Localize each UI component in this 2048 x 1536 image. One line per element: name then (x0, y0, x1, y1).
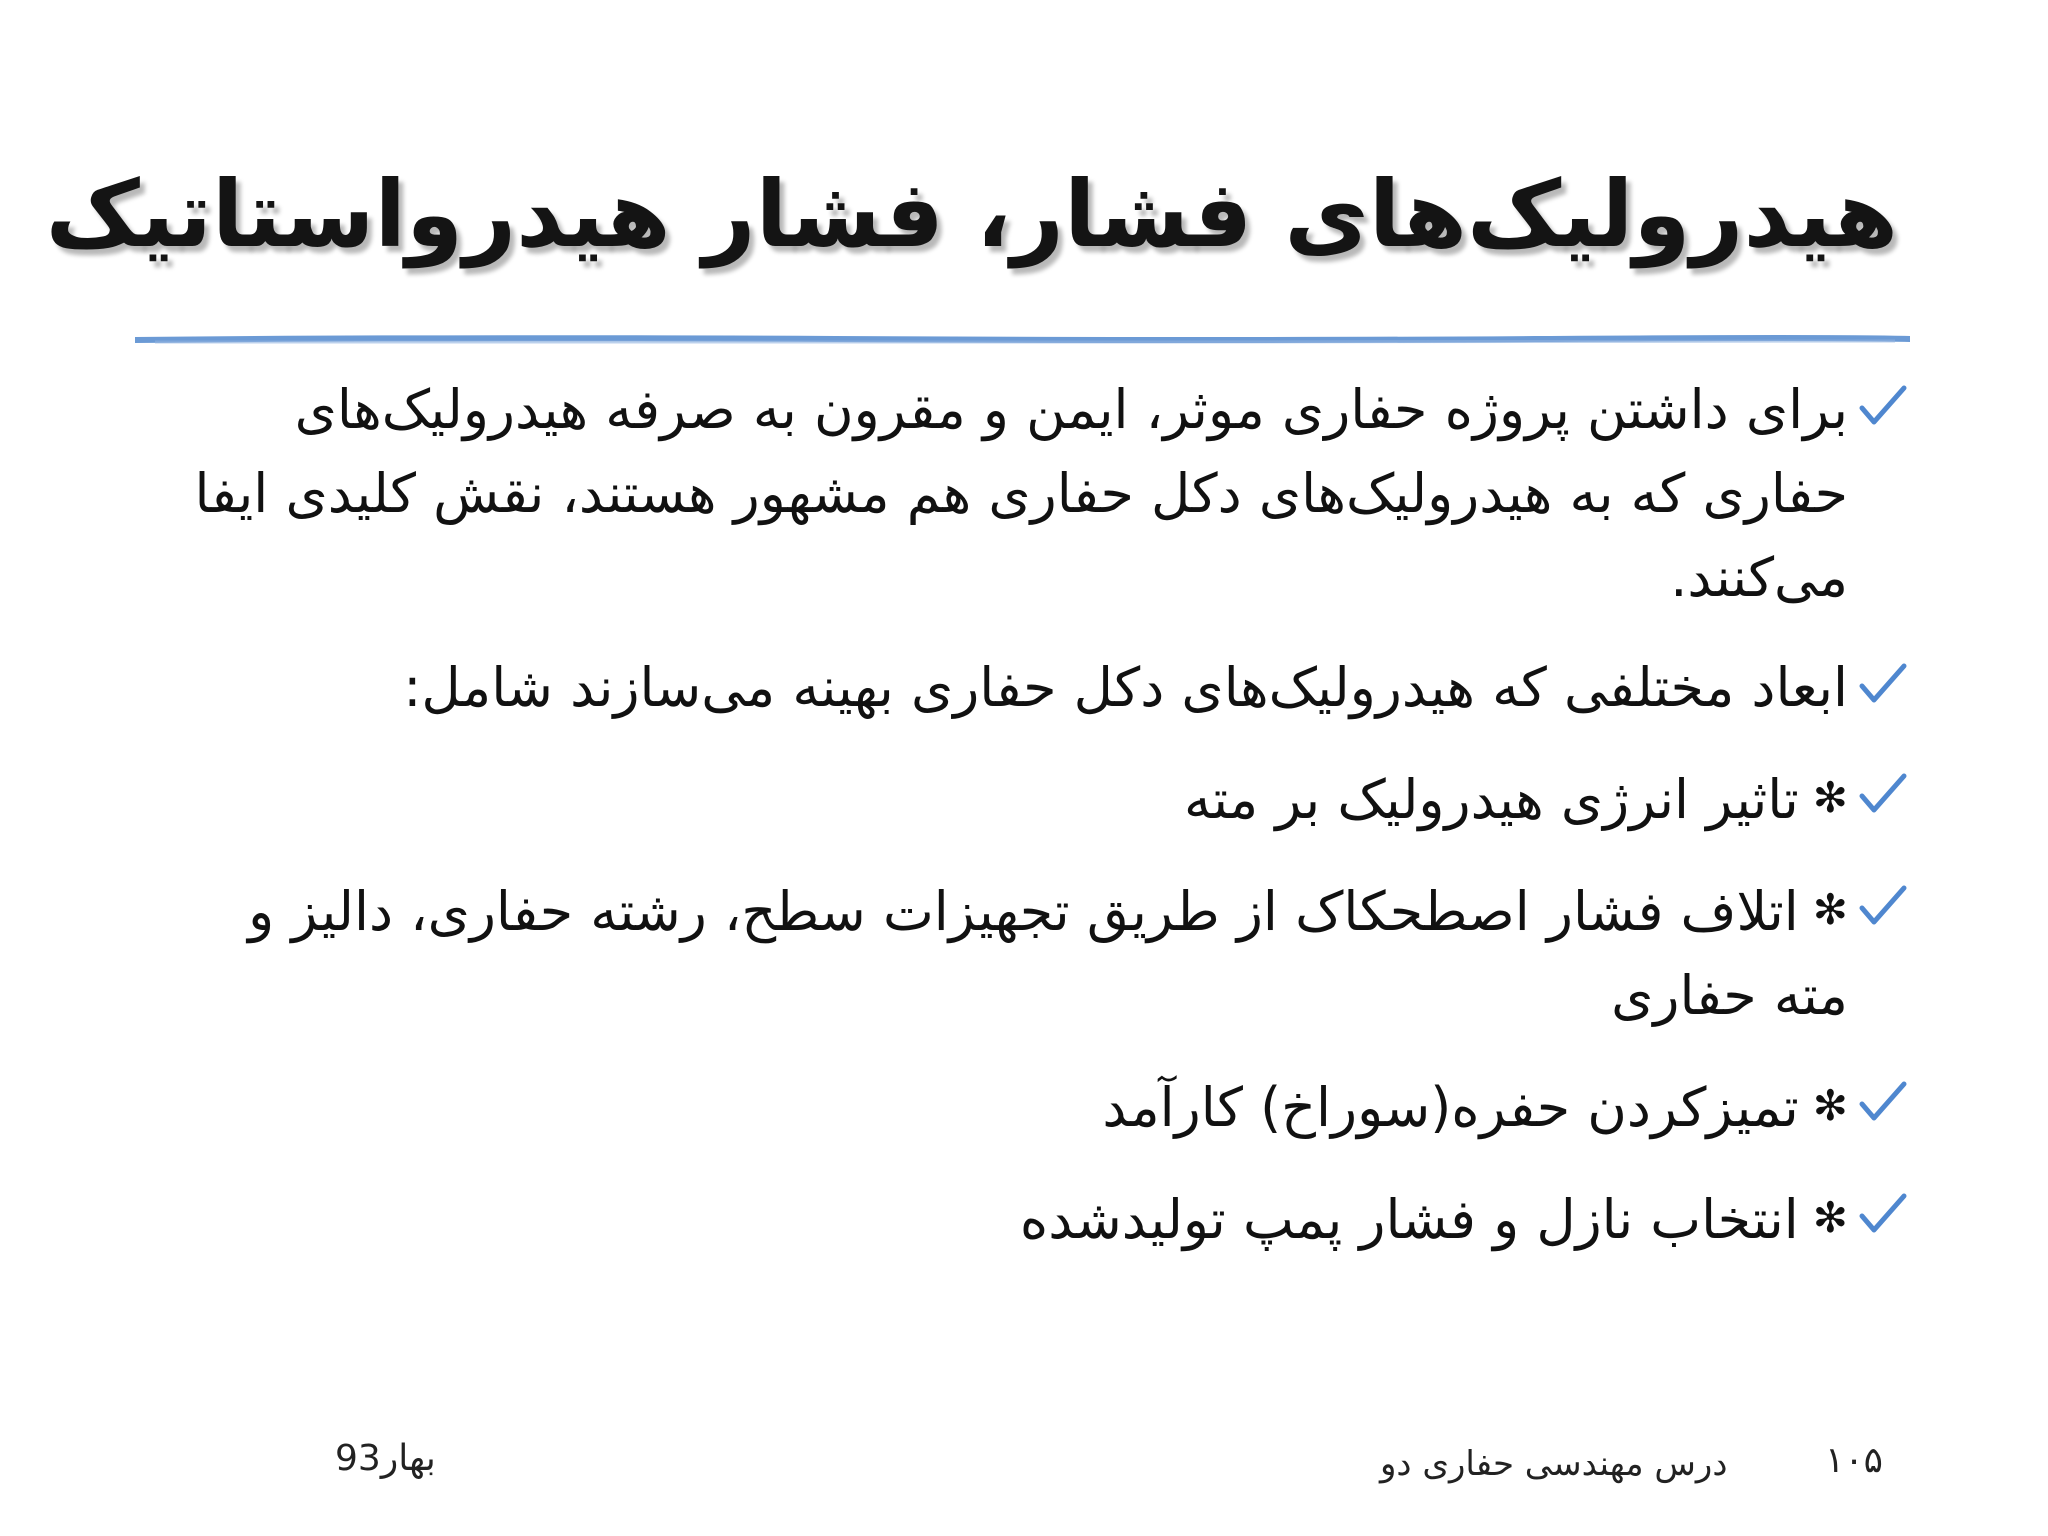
page-number: ۱۰۵ (1825, 1440, 1884, 1481)
check-icon (1858, 1190, 1908, 1238)
bullet-text: انتخاب نازل و فشار پمپ تولیدشده (1019, 1188, 1799, 1251)
bullet-text: برای داشتن پروژه حفاری موثر، ایمن و مقرون به صرفه هیدرولیک‌های حفاری که به هیدرولیک‌های دکل حفاری هم مشهور هستند، نقش کلیدی ایفا می‌کنند. (194, 378, 1848, 609)
footer-date: بهار93 (335, 1438, 436, 1479)
check-icon (1858, 882, 1908, 930)
list-item (188, 368, 1908, 620)
asterisk-icon: ✻ (1812, 885, 1848, 934)
asterisk-icon: ✻ (1812, 773, 1848, 822)
check-icon (1858, 770, 1908, 818)
slide-title: هیدرولیک‌های فشار، فشار هیدرواستاتیک (45, 161, 1898, 268)
list-item (188, 756, 1908, 842)
asterisk-icon: ✻ (1812, 1193, 1848, 1242)
list-item (188, 646, 1908, 730)
check-icon (1858, 382, 1908, 430)
bullet-list (188, 368, 1908, 1288)
asterisk-icon: ✻ (1812, 1081, 1848, 1130)
footer-course-title: درس مهندسی حفاری دو (1380, 1444, 1728, 1484)
list-item (188, 1064, 1908, 1150)
bullet-text: ابعاد مختلفی که هیدرولیک‌های دکل حفاری بهینه می‌سازند شامل: (403, 656, 1848, 719)
list-item (188, 868, 1908, 1038)
check-icon (1858, 1078, 1908, 1126)
title-divider (135, 334, 1910, 346)
check-icon (1858, 660, 1908, 708)
bullet-text: تاثیر انرژی هیدرولیک بر مته (1184, 768, 1799, 831)
bullet-text: تمیزکردن حفره(سوراخ) کارآمد (1102, 1076, 1799, 1139)
list-item (188, 1176, 1908, 1262)
bullet-text: اتلاف فشار اصطحکاک از طریق تجهیزات سطح، رشته حفاری، دالیز و مته حفاری (248, 880, 1848, 1027)
